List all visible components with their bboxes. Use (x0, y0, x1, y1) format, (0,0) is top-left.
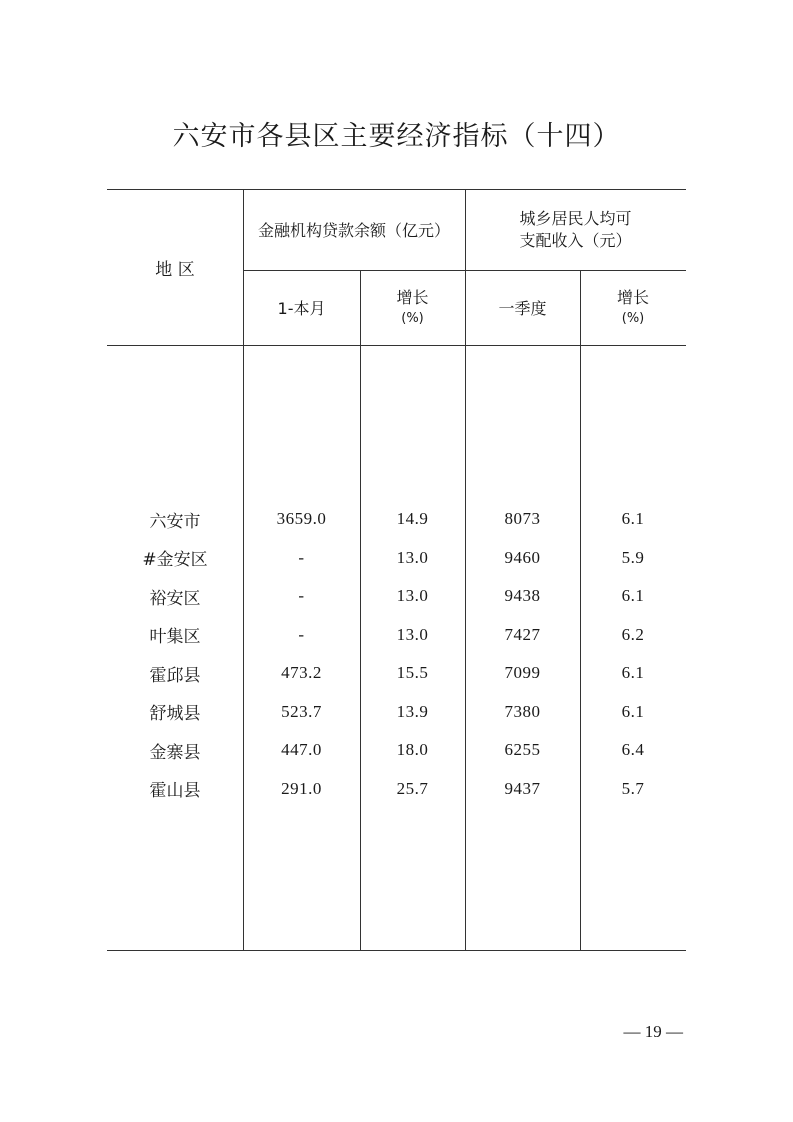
header-region: 地 区 (155, 259, 195, 280)
header-loan-growth-unit: (%) (401, 310, 424, 326)
header-income-period: 一季度 (498, 299, 547, 318)
header-income-growth-unit: (%) (621, 310, 645, 326)
header-income-growth (580, 270, 686, 345)
cell-loan-balance: 3659.0 (276, 509, 327, 528)
header-bottom-rule (107, 345, 686, 346)
cell-loan-growth: 14.9 (396, 509, 429, 528)
cell-region: 霍邱县 (149, 665, 201, 686)
cell-loan-balance: 291.0 (281, 778, 322, 798)
cell-loan-growth: 25.7 (396, 778, 429, 798)
table-row (107, 577, 686, 615)
cell-income-growth: 5.9 (621, 547, 645, 567)
cell-income: 7427 (504, 624, 541, 644)
cell-income-growth: 6.1 (621, 586, 645, 605)
cell-region: 霍山县 (149, 781, 201, 801)
cell-income: 7099 (504, 663, 541, 682)
cell-region: #金安区 (142, 550, 208, 570)
table-row (107, 731, 686, 769)
page-title: 六安市各县区主要经济指标（十四） (172, 121, 621, 152)
cell-loan-growth: 18.0 (396, 740, 429, 759)
cell-income-growth: 5.7 (621, 778, 645, 798)
cell-loan-growth: 13.0 (396, 624, 429, 644)
cell-region: 裕安区 (149, 588, 201, 609)
cell-loan-balance: 523.7 (281, 701, 322, 721)
cell-income-growth: 6.4 (621, 740, 645, 759)
page-number: — 19 — (623, 1022, 683, 1041)
cell-region: 六安市 (149, 511, 201, 532)
header-income-line2: 支配收入（元） (519, 230, 632, 250)
header-income-group (465, 189, 686, 270)
cell-income-growth: 6.1 (621, 509, 645, 528)
cell-income-growth: 6.2 (621, 624, 645, 644)
header-loan-growth (360, 270, 465, 345)
header-loan-growth-label: 增长 (396, 287, 429, 307)
table-row (107, 693, 686, 731)
cell-loan-balance: 447.0 (281, 740, 322, 759)
header-income-line1: 城乡居民人均可 (519, 208, 632, 228)
cell-income: 8073 (504, 509, 541, 528)
table-row (107, 500, 686, 538)
cell-income-growth: 6.1 (621, 701, 645, 721)
cell-loan-growth: 13.0 (396, 586, 429, 605)
cell-income: 9437 (504, 778, 541, 798)
table-row (107, 654, 686, 692)
cell-loan-growth: 13.9 (396, 701, 429, 721)
cell-region: 叶集区 (149, 627, 201, 647)
cell-income: 9460 (504, 547, 541, 567)
header-loan-group: 金融机构贷款余额（亿元） (257, 221, 450, 240)
cell-region: 金寨县 (149, 742, 201, 763)
cell-loan-balance: - (298, 624, 305, 644)
table-row (107, 770, 686, 808)
table-bottom-rule (107, 950, 686, 951)
cell-loan-balance: - (298, 586, 305, 605)
cell-region: 舒城县 (149, 704, 201, 724)
table-row (107, 616, 686, 654)
cell-loan-growth: 15.5 (396, 663, 429, 682)
cell-loan-balance: 473.2 (281, 663, 322, 682)
table-row (107, 539, 686, 577)
cell-loan-growth: 13.0 (396, 547, 429, 567)
header-income-growth-label: 增长 (616, 287, 649, 307)
header-loan-period: 1-本月 (277, 299, 326, 318)
cell-income: 6255 (504, 740, 541, 759)
cell-income-growth: 6.1 (621, 663, 645, 682)
cell-income: 7380 (504, 701, 541, 721)
cell-loan-balance: - (298, 547, 305, 567)
cell-income: 9438 (504, 586, 541, 605)
